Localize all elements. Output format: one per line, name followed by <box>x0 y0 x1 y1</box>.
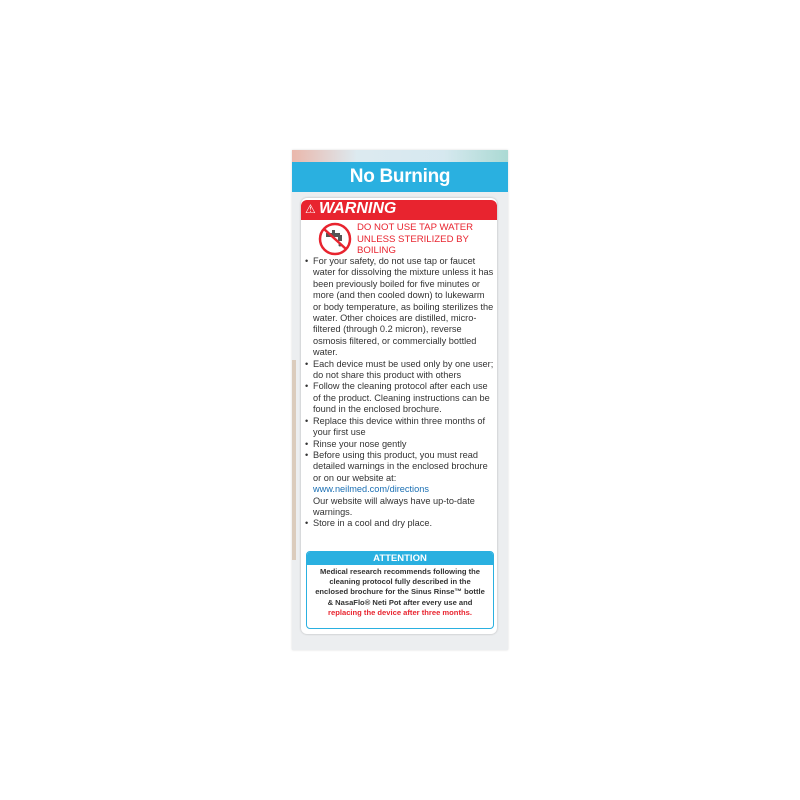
website-note: Our website will always have up-to-date warnings. <box>313 495 475 517</box>
list-item: • Follow the cleaning protocol after each use of the product. Cleaning instructions can be found in the enclosed brochure. <box>304 381 494 415</box>
attention-body <box>307 565 493 620</box>
no-tap-water-warning: DO NOT USE TAP WATER UNLESS STERILIZED BY BOILING <box>357 222 474 256</box>
attention-highlight: replacing the device after three months. <box>328 607 472 617</box>
box-side-edge <box>292 360 296 560</box>
warning-title: WARNING <box>319 200 397 217</box>
website-link[interactable]: www.neilmed.com/directions <box>313 484 429 495</box>
list-item: • Each device must be used only by one user; do not share this product with others <box>304 359 494 382</box>
attention-title: ATTENTION <box>307 552 493 565</box>
website-text: Before using this product, you must read detailed warnings in the enclosed brochure or on our website at: <box>313 449 488 483</box>
attention-text: Medical research recommends following the cleaning protocol fully described in the enclosed brochure for the Sinus Rinse™ bottle & NasaFlo® Neti Pot after every use and <box>315 567 485 607</box>
list-item: • Rinse your nose gently <box>304 439 494 450</box>
warning-bar <box>301 200 497 220</box>
attention-box <box>306 551 494 629</box>
no-tap-water-icon <box>318 222 352 256</box>
top-color-strip <box>292 150 508 162</box>
warning-list <box>304 256 494 530</box>
warning-triangle-icon: ⚠ <box>305 202 316 216</box>
list-item: • Store in a cool and dry place. <box>304 518 494 529</box>
list-item: • Replace this device within three months of your first use <box>304 416 494 439</box>
list-item <box>304 450 494 518</box>
no-burning-banner: No Burning <box>292 162 508 192</box>
list-item: • For your safety, do not use tap or faucet water for dissolving the mixture unless it has been previously boiled for five minutes or more (and then cooled down) to lukewarm or body temperature, as boiling sterilizes the water. Other choices are distilled, micro-filtered (through 0.2 micron), reverse osmosis filtered, or commercially bottled water. <box>304 256 494 359</box>
